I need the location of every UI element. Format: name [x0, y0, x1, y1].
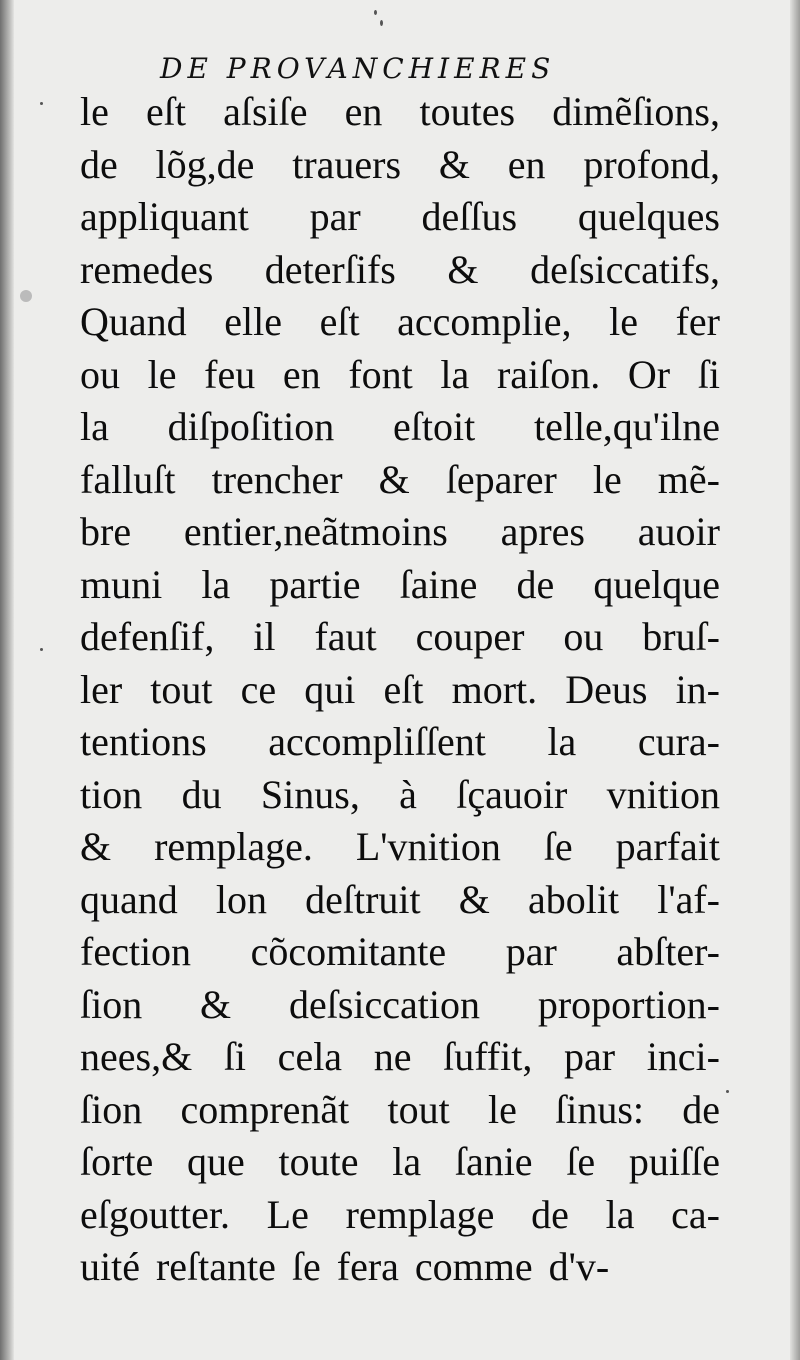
text-line: tion du Sinus, à ſçauoir vnition — [80, 771, 720, 817]
text-line: appliquant par deſſus quelques — [80, 194, 720, 239]
text-line: uité reſtante ſe fera comme d'v- — [80, 1244, 610, 1289]
paper-speck — [374, 10, 377, 15]
running-head: DE PROVANCHIERES — [160, 52, 556, 85]
text-line: la diſpoſition eſtoit telle,qu'ilne — [80, 404, 720, 449]
text-line: falluſt trencher & ſeparer le mẽ- — [80, 456, 720, 502]
text-line: fection cõcomitante par abſter- — [80, 929, 720, 974]
text-line: remedes deterſifs & deſsiccatifs, — [80, 246, 720, 292]
text-line: ſion & deſsiccation proportion- — [80, 981, 720, 1027]
text-line: defenſif, il faut couper ou bruſ- — [80, 614, 720, 659]
text-line: ſorte que toute la ſanie ſe puiſſe — [80, 1139, 720, 1184]
paper-speck — [726, 1090, 729, 1093]
text-line: ler tout ce qui eſt mort. Deus in- — [80, 666, 720, 712]
paper-speck — [40, 102, 43, 105]
text-line: & remplage. L'vnition ſe parfait — [80, 824, 720, 869]
text-line: de lõg,de trauers & en profond, — [80, 141, 720, 187]
text-line: le eſt aſsiſe en toutes dimẽſions, — [80, 89, 720, 134]
text-line: ſion comprenãt tout le ſinus: de — [80, 1086, 720, 1132]
text-line: nees,& ſi cela ne ſuffit, par inci- — [80, 1034, 720, 1079]
paper-speck — [40, 648, 43, 651]
text-line: eſgoutter. Le remplage de la ca- — [80, 1191, 720, 1237]
paper-speck — [380, 20, 383, 26]
body-text — [80, 86, 720, 1294]
text-line: bre entier,neãtmoins apres auoir — [80, 509, 720, 554]
text-line: muni la partie ſaine de quelque — [80, 561, 720, 607]
text-line: Quand elle eſt accomplie, le fer — [80, 299, 720, 344]
text-line: quand lon deſtruit & abolit l'af- — [80, 876, 720, 922]
text-line: tentions accompliſſent la cura- — [80, 719, 720, 764]
text-line: ou le feu en font la raiſon. Or ſi — [80, 351, 720, 397]
paper-speck — [20, 290, 32, 302]
